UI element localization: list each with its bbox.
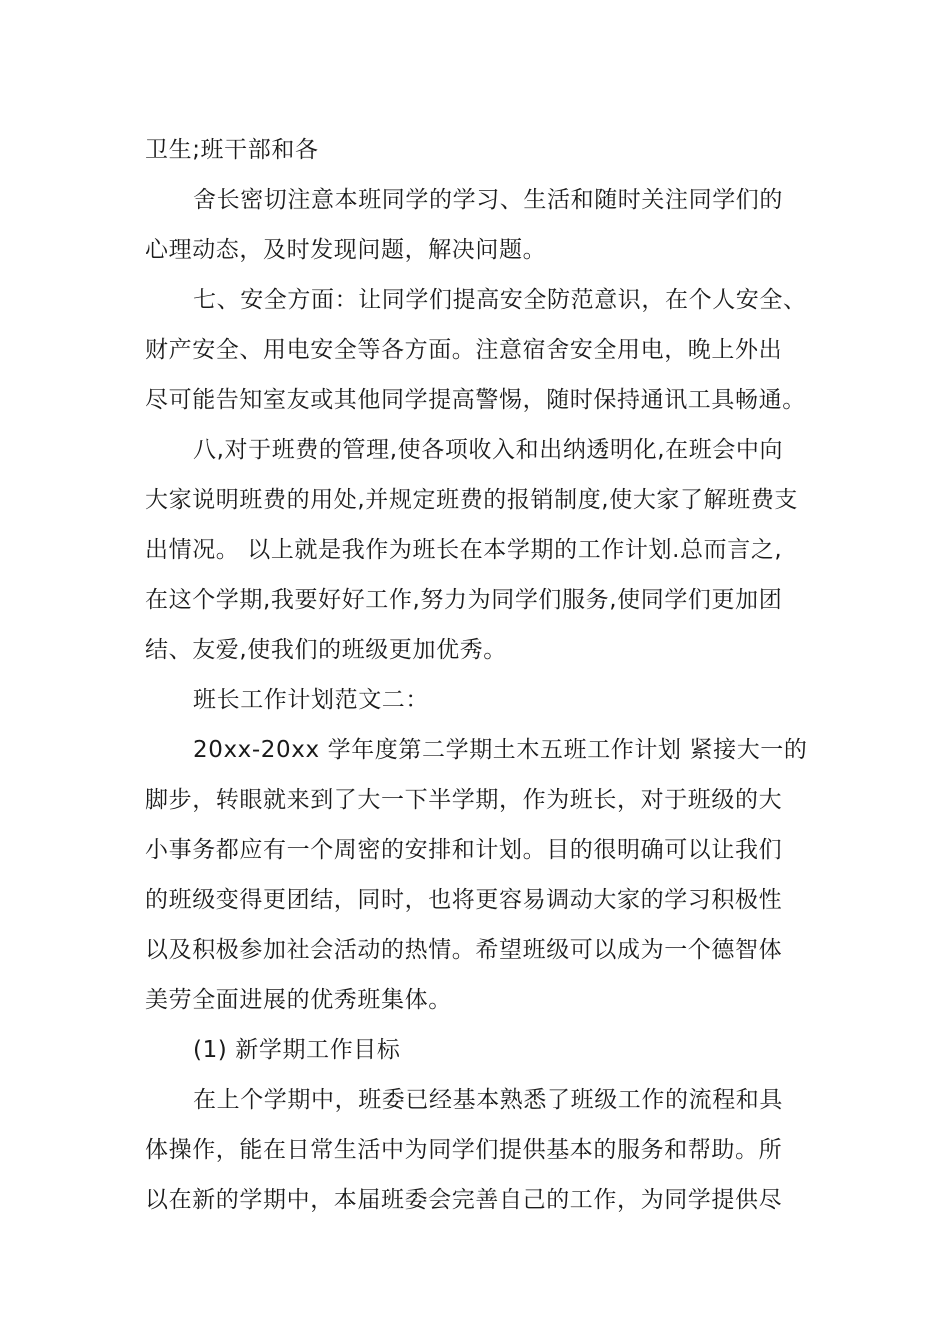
text-line: 脚步，转眼就来到了大一下半学期，作为班长，对于班级的大 <box>145 787 783 813</box>
text-line: 大家说明班费的用处,并规定班费的报销制度,使大家了解班费支 <box>145 487 799 513</box>
text-line: 舍长密切注意本班同学的学习、生活和随时关注同学们的 <box>193 187 783 213</box>
text-line: 卫生;班干部和各 <box>145 137 319 163</box>
subsection-heading: (1) 新学期工作目标 <box>193 1037 401 1063</box>
text-line: 在上个学期中，班委已经基本熟悉了班级工作的流程和具 <box>193 1087 783 1113</box>
text-line: 20xx-20xx 学年度第二学期土木五班工作计划 紧接大一的 <box>193 737 808 763</box>
text-line: 美劳全面进展的优秀班集体。 <box>145 987 452 1013</box>
text-line: 的班级变得更团结，同时，也将更容易调动大家的学习积极性 <box>145 887 783 913</box>
text-line: 以及积极参加社会活动的热情。希望班级可以成为一个德智体 <box>145 937 783 963</box>
text-line: 出情况。 以上就是我作为班长在本学期的工作计划.总而言之, <box>145 537 783 563</box>
text-line: 结、友爱,使我们的班级更加优秀。 <box>145 637 507 663</box>
text-line: 在这个学期,我要好好工作,努力为同学们服务,使同学们更加团 <box>145 587 783 613</box>
text-line: 心理动态，及时发现问题，解决问题。 <box>145 237 547 263</box>
text-line: 以在新的学期中，本届班委会完善自己的工作，为同学提供尽 <box>145 1187 783 1213</box>
text-line: 尽可能告知室友或其他同学提高警惕，随时保持通讯工具畅通。 <box>145 387 806 413</box>
section-heading: 班长工作计划范文二： <box>193 687 429 713</box>
text-line: 八,对于班费的管理,使各项收入和出纳透明化,在班会中向 <box>193 437 784 463</box>
text-line: 财产安全、用电安全等各方面。注意宿舍安全用电，晚上外出 <box>145 337 783 363</box>
text-line: 体操作，能在日常生活中为同学们提供基本的服务和帮助。所 <box>145 1137 783 1163</box>
text-line: 小事务都应有一个周密的安排和计划。目的很明确可以让我们 <box>145 837 783 863</box>
text-line: 七、安全方面：让同学们提高安全防范意识，在个人安全、 <box>193 287 807 313</box>
